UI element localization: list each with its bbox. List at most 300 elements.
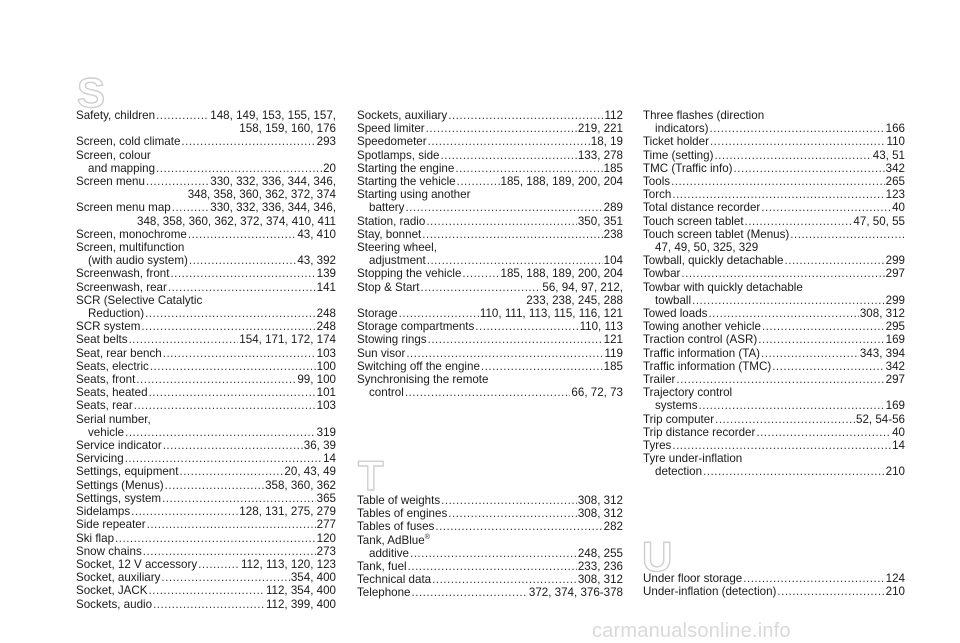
page-numbers: 110, 113 [579, 320, 623, 334]
index-heading [357, 534, 623, 547]
index-row [76, 135, 336, 148]
index-entry [357, 109, 623, 122]
index-term: Total distance recorder [643, 201, 761, 215]
index-entry [357, 494, 623, 507]
index-term: Screenwash, front [76, 267, 170, 281]
index-row [357, 307, 623, 320]
dot-leader [435, 520, 602, 533]
index-heading [357, 373, 623, 386]
index-entry [76, 109, 336, 135]
dot-leader [399, 307, 479, 320]
index-term: SCR system [76, 320, 141, 334]
index-entry [357, 320, 623, 333]
dot-leader [421, 281, 542, 294]
section-letter-u: U [642, 533, 673, 580]
index-row [76, 399, 336, 412]
page-numbers: 40 [892, 201, 905, 215]
dot-leader [134, 399, 316, 412]
dot-leader [785, 254, 885, 267]
dot-leader [145, 307, 316, 320]
index-row [357, 162, 623, 175]
index-entry [76, 492, 336, 505]
dot-leader [672, 439, 891, 452]
index-entry [76, 545, 336, 558]
index-entry [76, 254, 336, 267]
index-row [76, 162, 336, 175]
page-numbers: 248 [316, 320, 336, 334]
index-heading-text: Three flashes (direction [643, 109, 765, 122]
index-entry [76, 281, 336, 294]
index-row [357, 547, 623, 560]
index-term: Storage compartments [357, 320, 475, 334]
index-entry [76, 175, 336, 201]
index-entry [357, 135, 623, 148]
index-row [76, 373, 336, 386]
index-term: Traffic information (TMC) [643, 359, 772, 373]
dot-leader [129, 333, 239, 346]
page-numbers: 295 [885, 320, 905, 334]
page-numbers: 210 [885, 465, 905, 479]
page-numbers: 47, 50, 55 [853, 214, 905, 228]
page-numbers: 20, 43, 49 [284, 465, 336, 479]
dot-leader [408, 560, 577, 573]
index-entry [76, 360, 336, 373]
dot-leader [426, 122, 577, 135]
index-row [643, 347, 905, 360]
index-entry [357, 573, 623, 586]
index-term: battery [369, 201, 405, 215]
registered-mark: ® [424, 533, 430, 541]
dot-leader [710, 135, 886, 148]
index-row [76, 584, 336, 597]
dot-leader [179, 465, 283, 478]
index-term: Settings (Menus) [76, 478, 164, 492]
index-row [357, 135, 623, 148]
watermark: carmanualsonline.info [592, 620, 791, 642]
index-entry [357, 333, 623, 346]
index-row [76, 505, 336, 518]
index-row [643, 201, 905, 214]
page-numbers: 133, 278 [577, 148, 623, 162]
index-entry [76, 518, 336, 531]
index-term: Ski flap [76, 531, 115, 545]
index-entry [76, 294, 336, 307]
index-term: vehicle [88, 425, 125, 439]
page-numbers: 372, 374, 376-378 [528, 586, 623, 600]
index-term: Tyres [643, 439, 672, 453]
index-entry [643, 360, 905, 373]
page-numbers: 308, 312 [577, 507, 623, 521]
page-numbers: 20 [323, 161, 336, 175]
page-numbers: 297 [885, 373, 905, 387]
index-row [357, 386, 623, 399]
page-numbers: 100 [316, 359, 336, 373]
page-numbers: 66, 72, 73 [571, 386, 623, 400]
dot-leader [170, 267, 315, 280]
index-entry [643, 347, 905, 360]
index-row [76, 465, 336, 478]
index-term: Under floor storage [643, 572, 743, 585]
index-entry [357, 360, 623, 373]
index-term: Starting the engine [357, 161, 455, 175]
index-term: Reduction) [88, 307, 145, 321]
index-term: Snow chains [76, 544, 142, 558]
index-entry [357, 560, 623, 573]
index-term: Seats, rear [76, 399, 133, 413]
page-numbers: 330, 332, 336, 344, 346, [210, 175, 336, 189]
dot-leader [405, 201, 602, 214]
dot-leader [406, 347, 603, 360]
page-numbers: 185, 188, 189, 200, 204 [500, 175, 623, 189]
index-term: Spotlamps, side [357, 148, 440, 162]
index-row [76, 598, 336, 611]
index-term: (with audio system) [88, 254, 188, 268]
dot-leader [428, 135, 590, 148]
dot-leader [162, 492, 316, 505]
index-row [643, 426, 905, 439]
index-heading [76, 241, 336, 254]
index-row [76, 558, 336, 571]
dot-leader [422, 228, 602, 241]
page-numbers-continued: 233, 238, 245, 288 [526, 293, 623, 307]
dot-leader [777, 585, 884, 598]
dot-leader [676, 373, 884, 386]
index-entry [76, 532, 336, 545]
index-row [357, 360, 623, 373]
dot-leader [136, 373, 296, 386]
index-heading-text: Tyre under-inflation [643, 452, 743, 466]
index-heading-text: Tank, AdBlue [357, 533, 425, 547]
dot-leader [115, 532, 316, 545]
dot-leader [703, 465, 885, 478]
index-term: and mapping [88, 161, 156, 175]
section-letter-t: T [358, 452, 384, 499]
dot-leader [432, 573, 577, 586]
page-numbers: 169 [885, 333, 905, 347]
index-entry [643, 373, 905, 386]
page-numbers: 308, 312 [859, 307, 905, 321]
index-term: additive [369, 546, 409, 560]
index-row [643, 373, 905, 386]
index-row [643, 149, 905, 162]
index-row [357, 586, 623, 599]
dot-leader [734, 162, 885, 175]
index-entry [643, 465, 905, 478]
index-term: Stowing rings [357, 333, 427, 347]
dot-leader [672, 188, 884, 201]
page-numbers-continued: 47, 49, 50, 325, 329 [655, 241, 759, 255]
index-entry [357, 267, 623, 280]
index-entry [76, 413, 336, 426]
index-column-3 [643, 109, 905, 479]
index-row [76, 360, 336, 373]
index-entry [357, 215, 623, 228]
dot-leader [708, 307, 858, 320]
index-term: Trip computer [643, 412, 715, 426]
index-entry [643, 201, 905, 214]
index-term: Tables of engines [357, 507, 448, 521]
dot-leader [699, 399, 885, 412]
page-numbers: 43, 392 [297, 254, 336, 268]
index-term: indicators) [655, 122, 709, 136]
page-numbers: 99, 100 [297, 373, 336, 387]
index-entry [357, 347, 623, 360]
index-entry [357, 281, 623, 307]
dot-leader [772, 360, 884, 373]
page-numbers-continued: 348, 358, 360, 362, 372, 374 [187, 188, 336, 202]
page-numbers: 40 [892, 425, 905, 439]
page-numbers: 273 [316, 544, 336, 558]
dot-leader [147, 518, 316, 531]
index-row [76, 347, 336, 360]
index-term: Table of weights [357, 494, 441, 507]
index-entry [357, 241, 623, 254]
index-column-3-u [643, 572, 905, 598]
index-term: Traction control (ASR) [643, 333, 758, 347]
index-entry [76, 386, 336, 399]
page-numbers: 121 [603, 333, 623, 347]
index-heading-text: Screen, colour [76, 148, 151, 162]
index-term: Seats, heated [76, 386, 148, 400]
index-entry [643, 572, 905, 585]
index-row [76, 426, 336, 439]
page-numbers: 185, 188, 189, 200, 204 [500, 267, 623, 281]
page-numbers: 148, 149, 153, 155, 157, [210, 109, 336, 122]
index-term: Sun visor [357, 346, 406, 360]
index-entry [643, 413, 905, 426]
dot-leader [156, 109, 209, 122]
dot-leader [161, 571, 289, 584]
index-row [76, 386, 336, 399]
index-row [357, 267, 623, 280]
page-numbers: 282 [603, 520, 623, 534]
page-numbers: 112, 354, 400 [265, 584, 336, 598]
index-heading-text: Starting using another [357, 188, 471, 202]
index-term: Towball, quickly detachable [643, 254, 784, 268]
index-row [643, 228, 905, 241]
page-numbers: 342 [885, 161, 905, 175]
index-term: Sidelamps [76, 505, 131, 519]
index-entry [76, 347, 336, 360]
index-term: Towed loads [643, 307, 708, 321]
dot-leader [761, 347, 859, 360]
index-term: Speedometer [357, 135, 427, 149]
dot-leader [743, 572, 884, 585]
dot-leader [714, 149, 871, 162]
dot-leader [756, 426, 891, 439]
index-term: Seat, rear bench [76, 346, 162, 360]
page-numbers: 185 [603, 359, 623, 373]
dot-leader [153, 598, 265, 611]
page-numbers: 166 [885, 122, 905, 136]
index-term: Seats, front [76, 373, 136, 387]
index-term: Trip distance recorder [643, 425, 756, 439]
section-letter-s: S [77, 69, 106, 116]
dot-leader [448, 109, 603, 122]
index-row [643, 320, 905, 333]
dot-leader [181, 135, 315, 148]
index-entry [357, 162, 623, 175]
index-entry [76, 439, 336, 452]
dot-leader [457, 175, 500, 188]
index-entry [76, 149, 336, 162]
index-entry [76, 452, 336, 465]
index-row [643, 360, 905, 373]
index-heading-text: Serial number, [76, 412, 151, 426]
index-row [643, 122, 905, 135]
index-row [357, 507, 623, 520]
dot-leader [149, 386, 316, 399]
index-row [76, 545, 336, 558]
dot-leader [150, 360, 316, 373]
index-entry [76, 373, 336, 386]
index-entry [357, 201, 623, 214]
index-heading [357, 241, 623, 254]
page-numbers: 36, 39 [303, 439, 336, 453]
index-row [76, 439, 336, 452]
index-term: Storage [357, 307, 398, 321]
index-row [76, 254, 336, 267]
page-numbers: 123 [885, 188, 905, 202]
index-row [643, 135, 905, 148]
page-numbers: 354, 400 [290, 571, 336, 585]
index-term: Telephone [357, 586, 411, 600]
index-entry [76, 135, 336, 148]
page-numbers: 101 [316, 386, 336, 400]
dot-leader [761, 201, 891, 214]
index-term: systems [655, 399, 698, 413]
dot-leader [198, 558, 240, 571]
index-term: Socket, 12 V accessory [76, 557, 198, 571]
index-entry [357, 520, 623, 533]
page-numbers: 238 [603, 227, 623, 241]
dot-leader [165, 479, 264, 492]
page-numbers: 104 [603, 254, 623, 268]
page-numbers: 343, 394 [859, 346, 905, 360]
index-row [357, 320, 623, 333]
index-heading [643, 281, 905, 294]
dot-leader [149, 584, 265, 597]
page-numbers: 43, 410 [297, 227, 336, 241]
index-heading [76, 149, 336, 162]
index-term: Trailer [643, 373, 676, 387]
index-entry [643, 294, 905, 307]
index-entry [357, 507, 623, 520]
index-term: Torch [643, 188, 672, 202]
index-term: Screen, monochrome [76, 227, 187, 241]
dot-leader [481, 360, 603, 373]
dot-leader [163, 347, 316, 360]
index-row [76, 281, 336, 294]
page-numbers: 103 [316, 346, 336, 360]
page-numbers: 14 [892, 439, 905, 453]
index-entry [357, 228, 623, 241]
dot-leader [709, 122, 884, 135]
index-term: Side repeater [76, 518, 146, 532]
page-numbers: 277 [316, 518, 336, 532]
index-term: Socket, auxiliary [76, 571, 161, 585]
index-heading-text: Synchronising the remote [357, 373, 489, 387]
index-entry [357, 386, 623, 399]
page-numbers: 299 [885, 293, 905, 307]
index-entry [643, 254, 905, 267]
index-entry [643, 281, 905, 294]
dot-leader [428, 333, 603, 346]
page-numbers-continued: 348, 358, 360, 362, 372, 374, 410, 411 [137, 214, 336, 228]
dot-leader [412, 586, 528, 599]
page-numbers: 112, 113, 120, 123 [241, 557, 336, 571]
index-term: Stop & Start [357, 280, 420, 294]
index-row [357, 520, 623, 533]
index-entry [643, 333, 905, 346]
index-row [76, 201, 336, 214]
dot-leader [758, 333, 884, 346]
page-numbers: 154, 171, 172, 174 [239, 333, 336, 347]
dot-leader [671, 175, 885, 188]
dot-leader [462, 267, 499, 280]
index-term: Screen, cold climate [76, 135, 181, 149]
index-entry [76, 505, 336, 518]
index-entry [76, 399, 336, 412]
index-term: Servicing [76, 452, 124, 466]
page-numbers: 185 [603, 161, 623, 175]
page-numbers: 299 [885, 254, 905, 268]
dot-leader [141, 320, 315, 333]
dot-leader [455, 162, 602, 175]
index-entry [643, 585, 905, 598]
index-term: Screen menu map [76, 201, 171, 215]
index-row [643, 162, 905, 175]
index-entry [643, 215, 905, 228]
index-entry [357, 307, 623, 320]
index-term: Seats, electric [76, 359, 149, 373]
index-entry [357, 149, 623, 162]
index-heading [643, 109, 905, 122]
page-numbers: 43, 51 [872, 148, 905, 162]
index-row [643, 413, 905, 426]
index-row [643, 399, 905, 412]
index-row [643, 465, 905, 478]
index-entry [76, 465, 336, 478]
index-row [76, 228, 336, 241]
page-numbers: 248 [316, 307, 336, 321]
index-row [357, 215, 623, 228]
index-term: Settings, system [76, 491, 162, 505]
index-entry [643, 386, 905, 399]
page-numbers: 112 [604, 109, 623, 122]
index-row [357, 281, 623, 294]
index-entry [643, 307, 905, 320]
index-entry [357, 586, 623, 599]
dot-leader [188, 228, 296, 241]
index-entry [76, 598, 336, 611]
page-numbers: 110 [886, 135, 905, 149]
index-heading [643, 452, 905, 465]
index-term: Screenwash, rear [76, 280, 167, 294]
page-numbers: 110, 111, 113, 115, 116, 121 [479, 307, 623, 321]
dot-leader [441, 494, 577, 507]
index-row [357, 560, 623, 573]
page-numbers: 112, 399, 400 [265, 597, 336, 611]
index-entry [76, 584, 336, 597]
index-row [76, 532, 336, 545]
index-term: Touch screen tablet (Menus) [643, 227, 790, 241]
page-numbers: 141 [316, 280, 336, 294]
index-row [357, 333, 623, 346]
index-entry [643, 135, 905, 148]
index-entry [357, 534, 623, 547]
index-row [76, 333, 336, 346]
